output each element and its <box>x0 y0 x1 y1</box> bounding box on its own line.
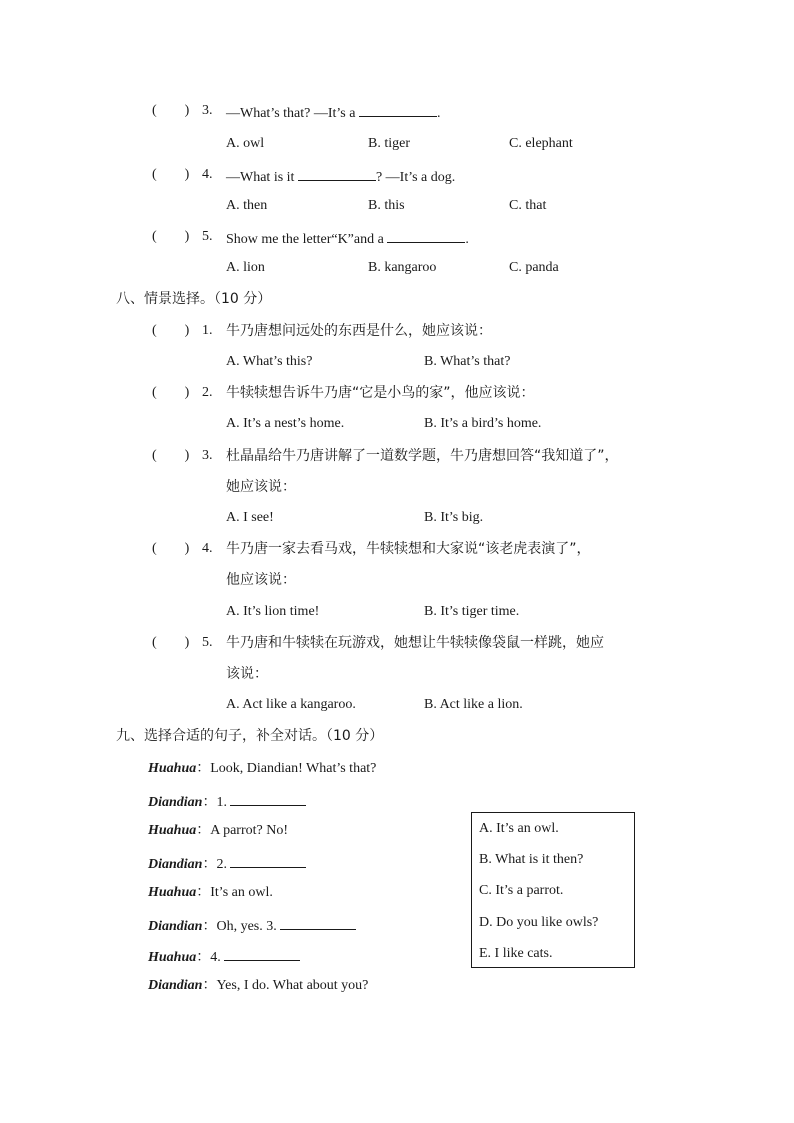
question-text-line2: 该说： <box>226 666 268 682</box>
option-a: A. It’s lion time! <box>226 604 320 619</box>
answer-paren[interactable]: ( ) <box>152 385 190 400</box>
answer-blank[interactable] <box>230 853 306 868</box>
answer-blank[interactable] <box>387 228 465 243</box>
colon: ： <box>202 857 217 872</box>
option-c: C. that <box>509 198 547 213</box>
option-c: C. panda <box>509 260 559 275</box>
colon: ： <box>196 823 211 838</box>
question-number: 5. <box>202 635 213 650</box>
speaker-name: Diandian <box>148 795 203 810</box>
answer-blank[interactable] <box>280 915 356 930</box>
option-a: A. I see! <box>226 510 274 525</box>
colon: ： <box>202 978 217 993</box>
question-number: 3. <box>202 448 213 463</box>
colon: ： <box>196 950 211 965</box>
option-b: B. It’s a bird’s home. <box>424 416 542 431</box>
question-text: Show me the letter“K”and a . <box>226 228 469 249</box>
dialogue-text: It’s an owl. <box>210 885 273 900</box>
colon: ： <box>196 885 211 900</box>
option-b: B. It’s tiger time. <box>424 604 520 619</box>
answer-blank[interactable] <box>224 946 300 961</box>
speaker-name: Diandian <box>148 857 203 872</box>
speaker-name: Diandian <box>148 978 203 993</box>
colon: ： <box>202 795 217 810</box>
dialogue-text: Look, Diandian! What’s that? <box>210 761 377 776</box>
question-text-line1: 牛乃唐和牛犊犊在玩游戏，她想让牛犊犊像袋鼠一样跳，她应 <box>226 635 604 651</box>
section-heading: 九、选择合适的句子，补全对话。（10 分） <box>116 728 384 744</box>
answer-paren[interactable]: ( ) <box>152 323 190 338</box>
choices-box <box>471 812 635 968</box>
choice-item: E. I like cats. <box>479 946 553 961</box>
dialogue-text: Yes, I do. What about you? <box>216 978 369 993</box>
speaker-name: Huahua <box>148 950 197 965</box>
question-text: 牛乃唐想问远处的东西是什么，她应该说： <box>226 323 492 339</box>
answer-paren[interactable]: ( ) <box>152 635 190 650</box>
question-text: —What’s that? —It’s a . <box>226 102 440 123</box>
choice-item: B. What is it then? <box>479 852 584 867</box>
question-text: 牛犊犊想告诉牛乃唐“它是小鸟的家”，他应该说： <box>226 385 535 401</box>
question-number: 2. <box>202 385 213 400</box>
question-number: 1. <box>202 323 213 338</box>
question-number: 4. <box>202 167 213 182</box>
option-b: B. Act like a lion. <box>424 697 523 712</box>
answer-blank[interactable] <box>359 102 437 117</box>
answer-paren[interactable]: ( ) <box>152 167 190 182</box>
colon: ： <box>196 761 211 776</box>
option-a: A. What’s this? <box>226 354 313 369</box>
question-text-line2: 他应该说： <box>226 572 296 588</box>
question-text: —What is it ? —It’s a dog. <box>226 166 455 187</box>
choice-item: C. It’s a parrot. <box>479 883 564 898</box>
answer-paren[interactable]: ( ) <box>152 229 190 244</box>
dialogue-text: 4. <box>210 950 221 965</box>
question-text-line1: 牛乃唐一家去看马戏，牛犊犊想和大家说“该老虎表演了”， <box>226 541 591 557</box>
question-number: 3. <box>202 103 213 118</box>
option-a: A. owl <box>226 136 265 151</box>
option-b: B. kangaroo <box>368 260 437 275</box>
dialogue-text: 1. <box>216 795 227 810</box>
answer-blank[interactable] <box>298 166 376 181</box>
option-c: C. elephant <box>509 136 573 151</box>
choice-item: A. It’s an owl. <box>479 821 559 836</box>
option-b: B. this <box>368 198 405 213</box>
answer-paren[interactable]: ( ) <box>152 448 190 463</box>
question-number: 5. <box>202 229 213 244</box>
speaker-name: Huahua <box>148 761 197 776</box>
answer-blank[interactable] <box>230 791 306 806</box>
answer-paren[interactable]: ( ) <box>152 103 190 118</box>
option-b: B. tiger <box>368 136 410 151</box>
option-b: B. It’s big. <box>424 510 484 525</box>
option-a: A. It’s a nest’s home. <box>226 416 345 431</box>
section-heading: 八、情景选择。（10 分） <box>116 291 272 307</box>
speaker-name: Huahua <box>148 885 197 900</box>
option-a: A. lion <box>226 260 265 275</box>
dialogue-text: 2. <box>216 857 227 872</box>
dialogue-text: Oh, yes. 3. <box>216 919 277 934</box>
option-a: A. Act like a kangaroo. <box>226 697 356 712</box>
question-number: 4. <box>202 541 213 556</box>
colon: ： <box>202 919 217 934</box>
answer-paren[interactable]: ( ) <box>152 541 190 556</box>
question-text-line1: 杜晶晶给牛乃唐讲解了一道数学题，牛乃唐想回答“我知道了”， <box>226 448 619 464</box>
dialogue-text: A parrot? No! <box>210 823 289 838</box>
option-b: B. What’s that? <box>424 354 511 369</box>
choice-item: D. Do you like owls? <box>479 915 599 930</box>
speaker-name: Diandian <box>148 919 203 934</box>
option-a: A. then <box>226 198 268 213</box>
speaker-name: Huahua <box>148 823 197 838</box>
question-text-line2: 她应该说： <box>226 479 296 495</box>
